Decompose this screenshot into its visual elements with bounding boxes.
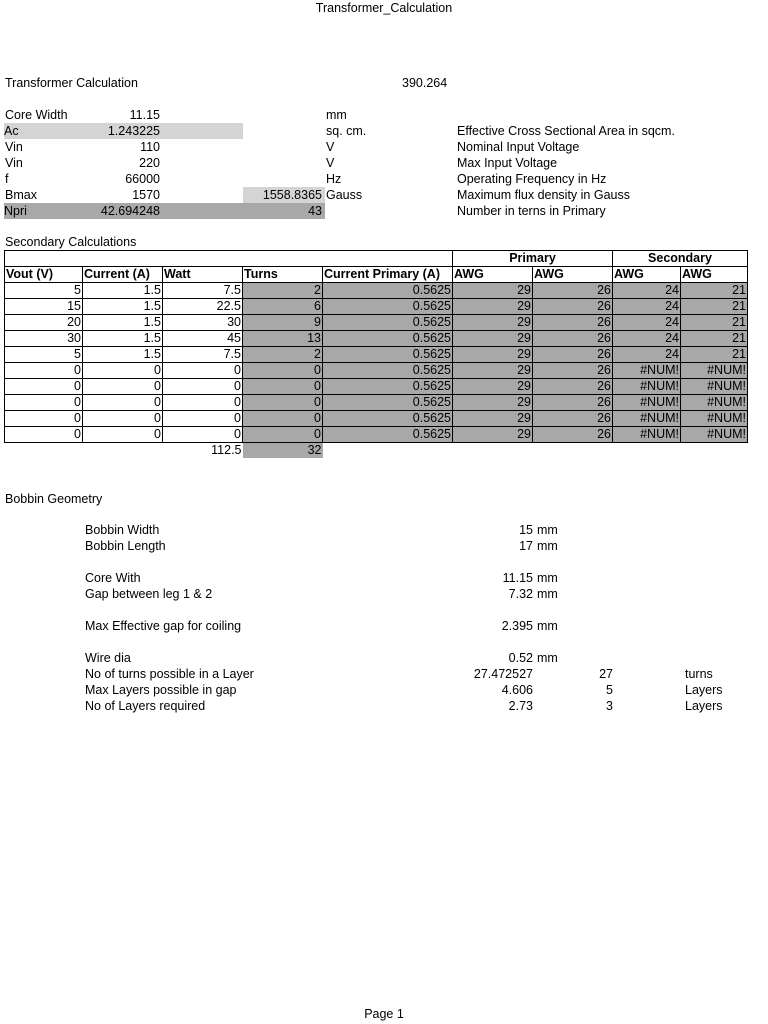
param-computed: 43 [243,203,325,219]
table-cell: 0 [243,363,323,379]
group-primary: Primary [453,251,613,267]
bobbin-unit: mm [537,651,558,665]
param-value: 220 [139,156,160,170]
table-cell: 0.5625 [323,315,453,331]
table-cell: 29 [453,363,533,379]
bobbin-label: Max Effective gap for coiling [85,619,242,633]
table-cell: #NUM! [681,427,748,443]
table-cell: 24 [613,283,681,299]
column-header: Current Primary (A) [323,267,453,283]
param-description: Max Input Voltage [457,156,558,170]
table-cell: 0.5625 [323,363,453,379]
table-cell: 29 [453,395,533,411]
table-cell: 7.5 [163,283,243,299]
group-spacer [5,251,453,267]
bobbin-rounded: 3 [606,699,613,713]
param-value: 1.243225 [82,123,243,139]
param-description: Number in terns in Primary [457,204,606,218]
group-header-row [5,251,748,267]
table-cell: 29 [453,299,533,315]
param-value: 1570 [132,188,160,202]
bobbin-label: Gap between leg 1 & 2 [85,587,213,601]
table-cell: #NUM! [681,363,748,379]
bobbin-unit: mm [537,539,558,553]
bobbin-value: 15 [519,523,533,537]
table-cell: 26 [533,299,613,315]
table-cell: 0.5625 [323,299,453,315]
param-name: f [5,172,9,186]
table-cell: 2 [243,283,323,299]
bobbin-suffix: Layers [685,683,723,697]
table-cell: 22.5 [163,299,243,315]
bobbin-value: 2.73 [508,699,533,713]
bobbin-label: No of Layers required [85,699,206,713]
table-cell: 0 [163,395,243,411]
column-header: Vout (V) [5,267,83,283]
param-description: Effective Cross Sectional Area in sqcm. [457,124,675,138]
param-name: Core Width [5,108,68,122]
column-header-row [5,267,748,283]
param-name: Bmax [5,188,37,202]
table-row [5,363,748,379]
table-cell: 24 [613,331,681,347]
total-blank [83,443,163,459]
table-cell: 26 [533,347,613,363]
table-cell: 21 [681,299,748,315]
table-cell: 2 [243,347,323,363]
column-header: AWG [533,267,613,283]
column-header: AWG [453,267,533,283]
table-cell: 0 [243,379,323,395]
table-cell: #NUM! [681,411,748,427]
table-row [5,411,748,427]
totals-row [5,443,748,459]
secondary-title: Secondary Calculations [5,235,137,249]
param-unit: V [326,140,335,154]
bobbin-label: Bobbin Width [85,523,160,537]
table-cell: #NUM! [681,395,748,411]
table-cell: 26 [533,283,613,299]
param-name: Ac [4,123,82,139]
table-cell: 7.5 [163,347,243,363]
column-header: Watt [163,267,243,283]
table-cell: 0 [243,411,323,427]
total-blank [323,443,748,459]
table-cell: 0.5625 [323,411,453,427]
table-cell: 0 [163,363,243,379]
table-cell: 0 [5,411,83,427]
table-cell: #NUM! [613,379,681,395]
table-cell: 20 [5,315,83,331]
table-cell: 26 [533,331,613,347]
param-unit: sq. cm. [326,124,367,138]
param-value: 11.15 [129,108,160,122]
table-cell: 0 [5,427,83,443]
table-cell: 29 [453,331,533,347]
table-cell: 0 [163,411,243,427]
bobbin-label: Bobbin Length [85,539,166,553]
table-cell: 0 [5,395,83,411]
table-row [5,299,748,315]
table-cell: 15 [5,299,83,315]
table-cell: #NUM! [613,411,681,427]
table-cell: 26 [533,411,613,427]
table-cell: 0.5625 [323,347,453,363]
table-cell: 29 [453,379,533,395]
table-cell: #NUM! [613,363,681,379]
table-cell: 29 [453,427,533,443]
table-cell: #NUM! [681,379,748,395]
bobbin-unit: mm [537,587,558,601]
table-cell: 0 [5,379,83,395]
table-cell: #NUM! [613,427,681,443]
param-name: Vin [5,156,23,170]
bobbin-rounded: 27 [599,667,613,681]
param-unit: V [326,156,335,170]
table-row [5,379,748,395]
table-cell: 0 [83,379,163,395]
table-row [5,347,748,363]
page-title: Transformer_Calculation [315,1,453,15]
bobbin-value: 2.395 [501,619,533,633]
table-cell: 0.5625 [323,331,453,347]
bobbin-label: No of turns possible in a Layer [85,667,254,681]
table-cell: 21 [681,347,748,363]
bobbin-unit: mm [537,523,558,537]
bobbin-value: 11.15 [502,571,533,585]
table-cell: 21 [681,315,748,331]
bobbin-value: 17 [519,539,533,553]
table-cell: 26 [533,363,613,379]
bobbin-unit: mm [537,571,558,585]
table-cell: 21 [681,331,748,347]
param-description: Operating Frequency in Hz [457,172,607,186]
table-row [5,395,748,411]
total-blank [5,443,83,459]
table-cell: 0 [243,395,323,411]
table-cell: 29 [453,283,533,299]
table-cell: 24 [613,315,681,331]
param-description: Maximum flux density in Gauss [457,188,630,202]
sheet-heading: Transformer Calculation [5,76,138,90]
table-cell: 30 [163,315,243,331]
param-name: Vin [5,140,23,154]
table-row [5,283,748,299]
table-cell: 0.5625 [323,379,453,395]
param-value: 66000 [125,172,160,186]
table-cell: 0 [83,363,163,379]
param-value: 42.694248 [82,203,243,219]
column-header: Turns [243,267,323,283]
table-cell: 24 [613,299,681,315]
heading-value: 390.264 [402,76,448,90]
table-cell: 30 [5,331,83,347]
bobbin-label: Wire dia [85,651,131,665]
table-cell: 26 [533,315,613,331]
table-cell: 29 [453,315,533,331]
table-cell: 1.5 [83,299,163,315]
bobbin-value: 4.606 [501,683,533,697]
bobbin-value: 27.472527 [473,667,533,681]
table-cell: 1.5 [83,315,163,331]
table-cell: 0 [83,427,163,443]
param-description: Nominal Input Voltage [457,140,580,154]
secondary-table [4,250,748,458]
table-cell: 0.5625 [323,395,453,411]
table-cell: 0.5625 [323,427,453,443]
table-cell: 26 [533,395,613,411]
table-cell: 0.5625 [323,283,453,299]
table-row [5,331,748,347]
table-cell: 21 [681,283,748,299]
param-value: 110 [140,140,160,154]
table-cell: 0 [163,427,243,443]
table-cell: 0 [83,395,163,411]
table-cell: 0 [163,379,243,395]
table-cell: 1.5 [83,347,163,363]
param-name: Npri [4,203,82,219]
bobbin-title: Bobbin Geometry [5,492,103,506]
bobbin-suffix: turns [685,667,713,681]
table-cell: #NUM! [613,395,681,411]
table-cell: 26 [533,427,613,443]
table-cell: 5 [5,347,83,363]
param-computed: 1558.8365 [243,187,325,203]
table-cell: 9 [243,315,323,331]
table-cell: 24 [613,347,681,363]
table-row [5,427,748,443]
total-turns: 32 [243,443,323,459]
total-watt: 112.5 [211,443,242,457]
table-cell: 45 [163,331,243,347]
table-cell: 26 [533,379,613,395]
column-header: Current (A) [83,267,163,283]
table-cell: 29 [453,411,533,427]
table-cell: 1.5 [83,283,163,299]
table-cell: 0 [243,427,323,443]
table-row [5,315,748,331]
bobbin-value: 7.32 [508,587,533,601]
bobbin-unit: mm [537,619,558,633]
group-secondary: Secondary [613,251,748,267]
table-cell: 0 [5,363,83,379]
table-cell: 1.5 [83,331,163,347]
bobbin-label: Max Layers possible in gap [85,683,237,697]
bobbin-suffix: Layers [685,699,723,713]
table-cell: 5 [5,283,83,299]
column-header: AWG [681,267,748,283]
table-cell: 29 [453,347,533,363]
bobbin-rounded: 5 [606,683,613,697]
table-cell: 13 [243,331,323,347]
table-cell: 6 [243,299,323,315]
param-unit: Gauss [326,188,363,202]
param-unit: Hz [326,172,342,186]
param-unit: mm [326,108,347,122]
bobbin-value: 0.52 [508,651,533,665]
page-footer: Page 1 [364,1007,404,1021]
bobbin-label: Core With [85,571,141,585]
table-cell: 0 [83,411,163,427]
column-header: AWG [613,267,681,283]
